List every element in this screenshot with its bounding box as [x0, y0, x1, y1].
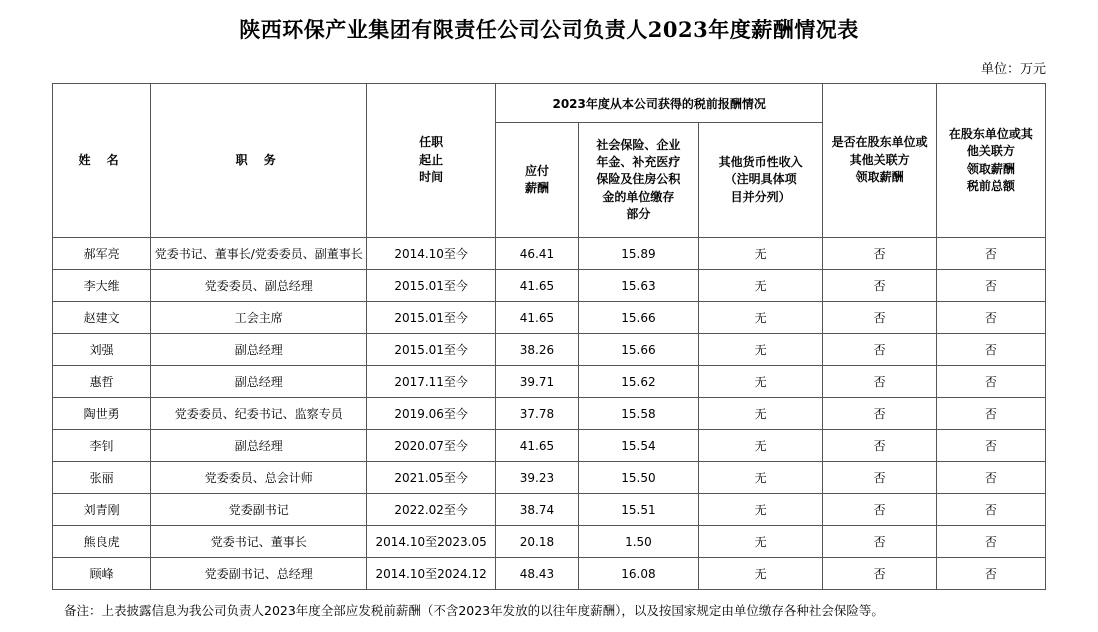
cell-payable: 38.26: [496, 334, 579, 366]
cell-duty: 党委副书记: [151, 494, 367, 526]
cell-shareholder-total: 否: [936, 238, 1045, 270]
column-header-payable: 应付 薪酬: [496, 123, 579, 238]
table-body: [53, 238, 1046, 590]
cell-from-shareholder: 否: [823, 270, 936, 302]
cell-period: 2015.01至今: [367, 270, 496, 302]
cell-other-cash: 无: [698, 494, 822, 526]
cell-other-cash: 无: [698, 398, 822, 430]
table-row: [53, 558, 1046, 590]
cell-payable: 41.65: [496, 302, 579, 334]
cell-shareholder-total: 否: [936, 558, 1045, 590]
cell-from-shareholder: 否: [823, 334, 936, 366]
column-header-other-cash: 其他货币性收入 （注明具体项 目并分列）: [698, 123, 822, 238]
cell-shareholder-total: 否: [936, 302, 1045, 334]
cell-duty: 副总经理: [151, 366, 367, 398]
cell-other-cash: 无: [698, 334, 822, 366]
cell-shareholder-total: 否: [936, 334, 1045, 366]
cell-period: 2014.10至2024.12: [367, 558, 496, 590]
cell-insurance: 16.08: [578, 558, 698, 590]
cell-duty: 工会主席: [151, 302, 367, 334]
cell-name: 李钊: [53, 430, 151, 462]
cell-period: 2014.10至2023.05: [367, 526, 496, 558]
cell-duty: 党委委员、总会计师: [151, 462, 367, 494]
cell-payable: 48.43: [496, 558, 579, 590]
cell-name: 郝军亮: [53, 238, 151, 270]
cell-duty: 党委书记、董事长: [151, 526, 367, 558]
table-row: [53, 270, 1046, 302]
cell-shareholder-total: 否: [936, 270, 1045, 302]
cell-other-cash: 无: [698, 302, 822, 334]
column-header-shareholder-total: 在股东单位或其 他关联方 领取薪酬 税前总额: [936, 84, 1045, 238]
footer-note: [0, 590, 1098, 621]
column-header-insurance: 社会保险、企业 年金、补充医疗 保险及住房公积 金的单位缴存 部分: [578, 123, 698, 238]
table-row: [53, 334, 1046, 366]
salary-table-container: [0, 83, 1098, 590]
cell-insurance: 15.66: [578, 334, 698, 366]
cell-from-shareholder: 否: [823, 462, 936, 494]
cell-name: 赵建文: [53, 302, 151, 334]
cell-other-cash: 无: [698, 430, 822, 462]
cell-insurance: 15.50: [578, 462, 698, 494]
cell-name: 陶世勇: [53, 398, 151, 430]
cell-insurance: 15.51: [578, 494, 698, 526]
table-row: [53, 398, 1046, 430]
table-row: [53, 366, 1046, 398]
table-row: [53, 462, 1046, 494]
cell-shareholder-total: 否: [936, 494, 1045, 526]
cell-name: 刘青刚: [53, 494, 151, 526]
cell-shareholder-total: 否: [936, 526, 1045, 558]
cell-other-cash: 无: [698, 526, 822, 558]
cell-duty: 党委委员、纪委书记、监察专员: [151, 398, 367, 430]
cell-insurance: 15.58: [578, 398, 698, 430]
page-title: 陕西环保产业集团有限责任公司公司负责人2023年度薪酬情况表: [239, 17, 859, 42]
cell-payable: 46.41: [496, 238, 579, 270]
cell-shareholder-total: 否: [936, 366, 1045, 398]
cell-period: 2015.01至今: [367, 334, 496, 366]
cell-period: 2015.01至今: [367, 302, 496, 334]
cell-payable: 39.71: [496, 366, 579, 398]
cell-shareholder-total: 否: [936, 430, 1045, 462]
cell-from-shareholder: 否: [823, 558, 936, 590]
cell-other-cash: 无: [698, 366, 822, 398]
cell-from-shareholder: 否: [823, 302, 936, 334]
column-header-name: 姓 名: [53, 84, 151, 238]
table-group-header-row: [53, 84, 1046, 123]
footer-note-text: 备注：上表披露信息为我公司负责人2023年度全部应发税前薪酬（不含2023年发放的以往年度薪酬），以及按国家规定由单位缴存各种社会保险等。: [64, 603, 884, 618]
column-header-duty: 职 务: [151, 84, 367, 238]
cell-from-shareholder: 否: [823, 430, 936, 462]
cell-payable: 38.74: [496, 494, 579, 526]
cell-period: 2019.06至今: [367, 398, 496, 430]
unit-note: 单位：万元: [980, 62, 1046, 77]
cell-from-shareholder: 否: [823, 526, 936, 558]
column-header-period: 任职 起止 时间: [367, 84, 496, 238]
cell-name: 顾峰: [53, 558, 151, 590]
salary-table: [52, 83, 1046, 590]
cell-payable: 20.18: [496, 526, 579, 558]
cell-name: 刘强: [53, 334, 151, 366]
cell-period: 2014.10至今: [367, 238, 496, 270]
cell-period: 2020.07至今: [367, 430, 496, 462]
cell-shareholder-total: 否: [936, 398, 1045, 430]
cell-from-shareholder: 否: [823, 366, 936, 398]
cell-other-cash: 无: [698, 270, 822, 302]
cell-name: 惠哲: [53, 366, 151, 398]
cell-payable: 37.78: [496, 398, 579, 430]
cell-from-shareholder: 否: [823, 398, 936, 430]
cell-other-cash: 无: [698, 558, 822, 590]
table-row: [53, 302, 1046, 334]
cell-from-shareholder: 否: [823, 494, 936, 526]
column-header-from-shareholder: 是否在股东单位或 其他关联方 领取薪酬: [823, 84, 936, 238]
cell-other-cash: 无: [698, 462, 822, 494]
cell-insurance: 15.63: [578, 270, 698, 302]
cell-payable: 41.65: [496, 270, 579, 302]
cell-payable: 41.65: [496, 430, 579, 462]
cell-other-cash: 无: [698, 238, 822, 270]
cell-insurance: 15.62: [578, 366, 698, 398]
cell-name: 李大维: [53, 270, 151, 302]
cell-insurance: 15.54: [578, 430, 698, 462]
cell-period: 2017.11至今: [367, 366, 496, 398]
column-group-header-pretax: 2023年度从本公司获得的税前报酬情况: [496, 84, 823, 123]
table-row: [53, 494, 1046, 526]
table-row: [53, 238, 1046, 270]
table-row: [53, 430, 1046, 462]
cell-shareholder-total: 否: [936, 462, 1045, 494]
cell-insurance: 15.66: [578, 302, 698, 334]
cell-duty: 副总经理: [151, 430, 367, 462]
cell-insurance: 15.89: [578, 238, 698, 270]
cell-period: 2022.02至今: [367, 494, 496, 526]
cell-insurance: 1.50: [578, 526, 698, 558]
cell-period: 2021.05至今: [367, 462, 496, 494]
cell-duty: 副总经理: [151, 334, 367, 366]
cell-payable: 39.23: [496, 462, 579, 494]
cell-name: 张丽: [53, 462, 151, 494]
cell-duty: 党委副书记、总经理: [151, 558, 367, 590]
cell-name: 熊良虎: [53, 526, 151, 558]
table-row: [53, 526, 1046, 558]
cell-duty: 党委书记、董事长/党委委员、副董事长: [151, 238, 367, 270]
cell-from-shareholder: 否: [823, 238, 936, 270]
table-head: [53, 84, 1046, 238]
cell-duty: 党委委员、副总经理: [151, 270, 367, 302]
